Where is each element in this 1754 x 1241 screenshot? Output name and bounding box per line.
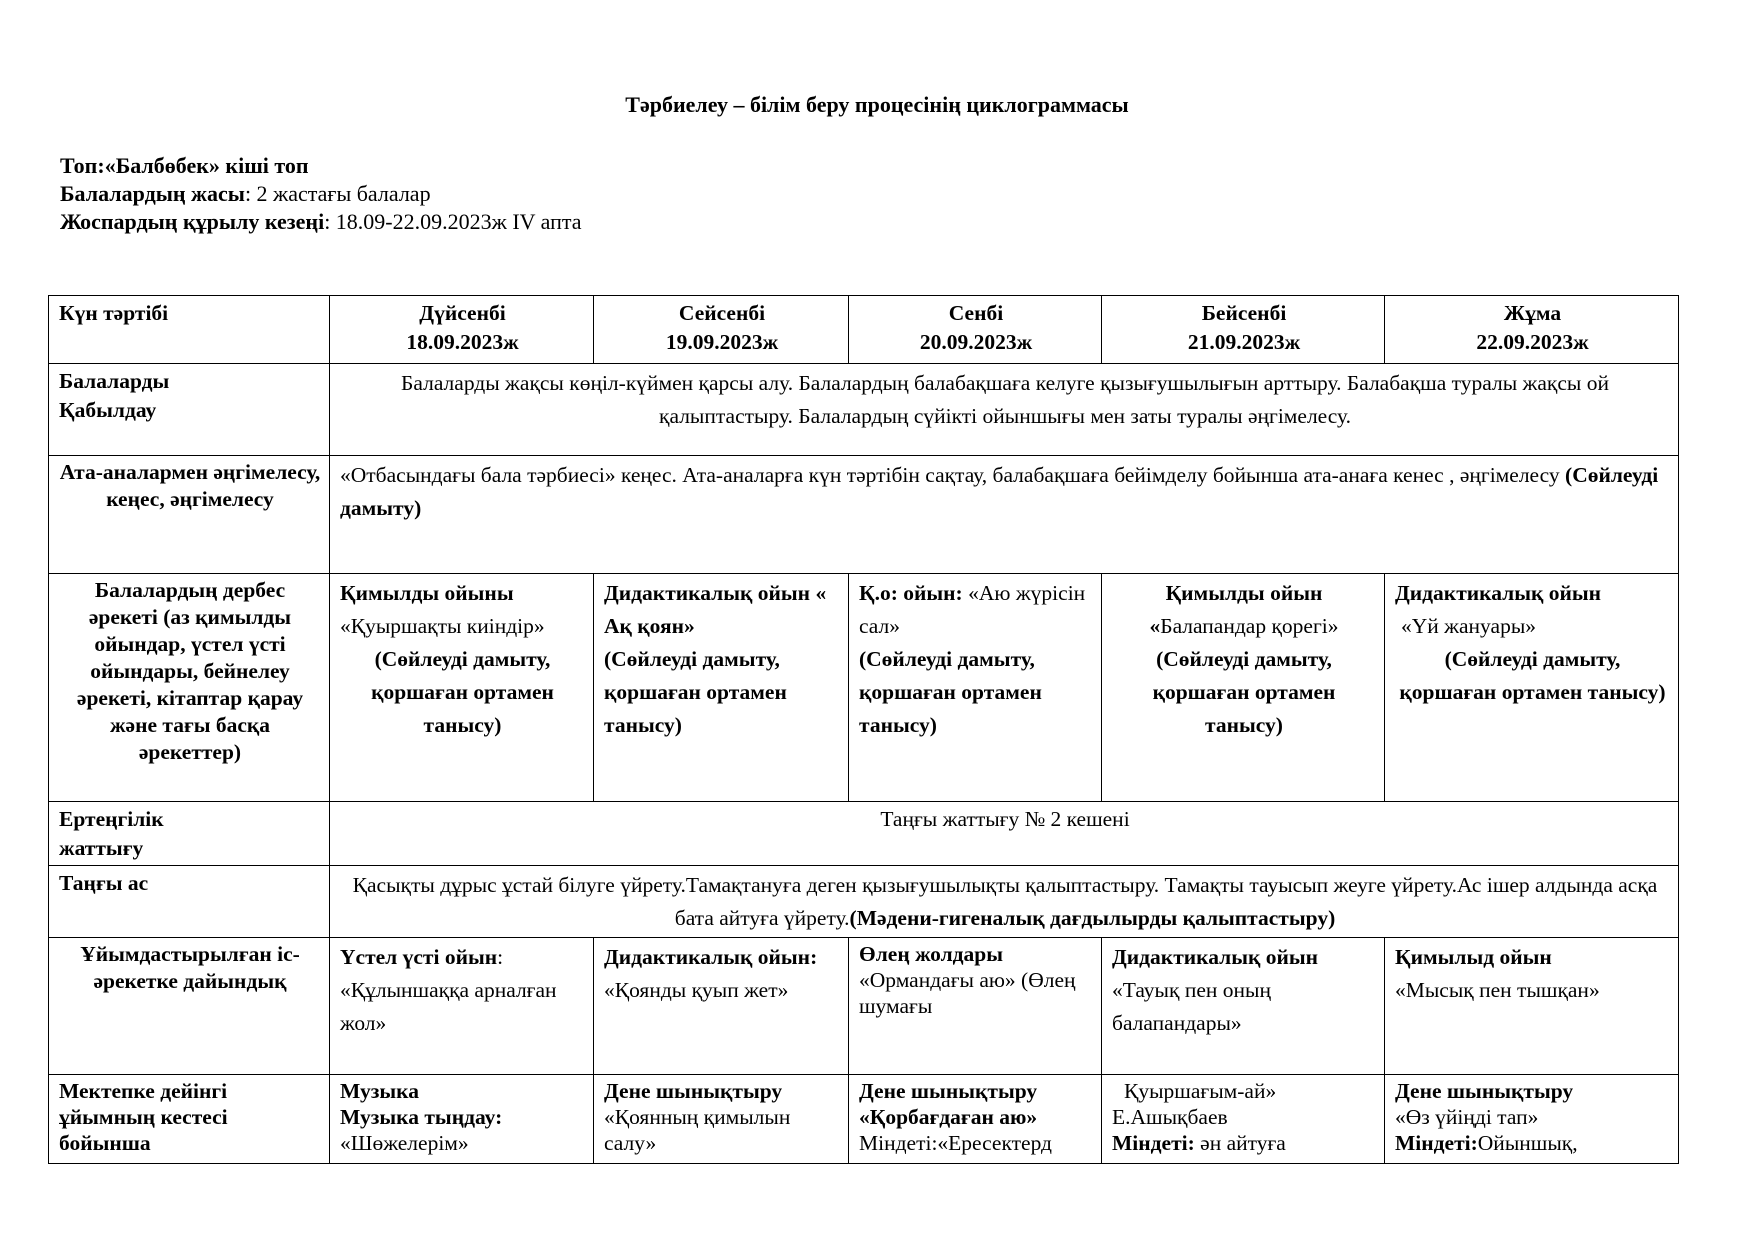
prep-thursday: Дидактикалық ойын «Тауық пен оның балапандары» — [1102, 938, 1385, 1075]
table-row — [49, 866, 1679, 938]
header-day-thursday: Бейсенбі 21.09.2023ж — [1102, 296, 1385, 364]
period-line: Жоспардың құрылу кезеңі: 18.09-22.09.2023ж IV апта — [60, 209, 582, 234]
prep-tuesday: Дидактикалық ойын: «Қоянды қуып жет» — [594, 938, 849, 1075]
table-row — [49, 574, 1679, 802]
row-label-preparation: Ұйымдастырылған іс-әрекетке дайындық — [49, 938, 330, 1075]
document-title: Тәрбиелеу – білім беру процесінің циклограммасы — [625, 92, 1129, 117]
parents-text: «Отбасындағы бала тәрбиесі» кеңес. Ата-аналарға күн тәртібін сақтау, балабақшаға бейімделу бойынша ата-анаға кенес , әңгімелесу (Сөйлеуді дамыту) — [330, 456, 1679, 574]
table-row — [49, 364, 1679, 456]
prep-friday: Қимылыд ойын «Мысық пен тышқан» — [1385, 938, 1679, 1075]
row-label-reception: Балаларды Қабылдау — [49, 364, 330, 456]
activity-tuesday: Дидактикалық ойын « Ақ қоян» (Сөйлеуді дамыту, қоршаған ортамен танысу) — [594, 574, 849, 802]
activity-monday: Қимылды ойыны «Қуыршақты киіндір» (Сөйлеуді дамыту, қоршаған ортамен танысу) — [330, 574, 594, 802]
header-schedule-cell: Күн тәртібі — [49, 296, 330, 364]
activity-friday: Дидактикалық ойын «Үй жануары» (Сөйлеуді дамыту, қоршаған ортамен танысу) — [1385, 574, 1679, 802]
exercise-text: Таңғы жаттығу № 2 кешені — [330, 802, 1679, 866]
group-line: Топ:«Балбөбек» кіші топ — [60, 153, 309, 178]
reception-text: Балаларды жақсы көңіл-күймен қарсы алу. Балалардың балабақшаға келуге қызығушылығын арттыру. Балабақша туралы жақсы ой қалыптастыру. Балалардың сүйікті ойыншығы мен заты туралы әңгімелесу. — [330, 364, 1679, 456]
row-label-schedule: Мектепке дейінгі ұйымның кестесі бойынша — [49, 1075, 330, 1164]
header-day-wednesday: Сенбі 20.09.2023ж — [849, 296, 1102, 364]
header-day-friday: Жұма 22.09.2023ж — [1385, 296, 1679, 364]
document-meta — [60, 152, 582, 236]
table-row — [49, 802, 1679, 866]
schedule-monday: Музыка Музыка тыңдау: «Шөжелерім» — [330, 1075, 594, 1164]
header-day-monday: Дүйсенбі 18.09.2023ж — [330, 296, 594, 364]
header-row — [49, 296, 1679, 364]
schedule-tuesday: Дене шынықтыру «Қоянның қимылын салу» — [594, 1075, 849, 1164]
schedule-friday: Дене шынықтыру «Өз үйіңді тап» Міндеті:Ойыншық, — [1385, 1075, 1679, 1164]
prep-wednesday: Өлең жолдары «Ормандағы аю» (Өлең шумағы — [849, 938, 1102, 1075]
row-label-parents: Ата-аналармен әңгімелесу, кеңес, әңгімелесу — [49, 456, 330, 574]
header-day-tuesday: Сейсенбі 19.09.2023ж — [594, 296, 849, 364]
activity-wednesday: Қ.о: ойын: «Аю жүрісін сал» (Сөйлеуді дамыту, қоршаған ортамен танысу) — [849, 574, 1102, 802]
schedule-wednesday: Дене шынықтыру «Қорбағдаған аю» Міндеті:«Ересектерд — [849, 1075, 1102, 1164]
table-row — [49, 456, 1679, 574]
row-label-activity: Балалардың дербес әрекеті (аз қимылды ойындар, үстел үсті ойындары, бейнелеу әрекеті, кітаптар қарау және тағы басқа әрекеттер) — [49, 574, 330, 802]
cyclogram-table — [48, 295, 1679, 1164]
schedule-thursday: Қуыршағым-ай» Е.Ашықбаев Міндеті: ән айтуға — [1102, 1075, 1385, 1164]
prep-monday: Үстел үсті ойын: «Құлыншаққа арналған жол» — [330, 938, 594, 1075]
activity-thursday: Қимылды ойын «Балапандар қорегі» (Сөйлеуді дамыту, қоршаған ортамен танысу) — [1102, 574, 1385, 802]
age-line: Балалардың жасы: 2 жастағы балалар — [60, 181, 431, 206]
table-row — [49, 1075, 1679, 1164]
row-label-exercise: Ертеңгілік жаттығу — [49, 802, 330, 866]
row-label-breakfast: Таңғы ас — [49, 866, 330, 938]
breakfast-text: Қасықты дұрыс ұстай білуге үйрету.Тамақтануға деген қызығушылықты қалыптастыру. Тамақты тауысып жеуге үйрету.Ас ішер алдында асқа бата айтуға үйрету.(Мәдени-гигеналық дағдылырды қалыптастыру) — [330, 866, 1679, 938]
table-row — [49, 938, 1679, 1075]
